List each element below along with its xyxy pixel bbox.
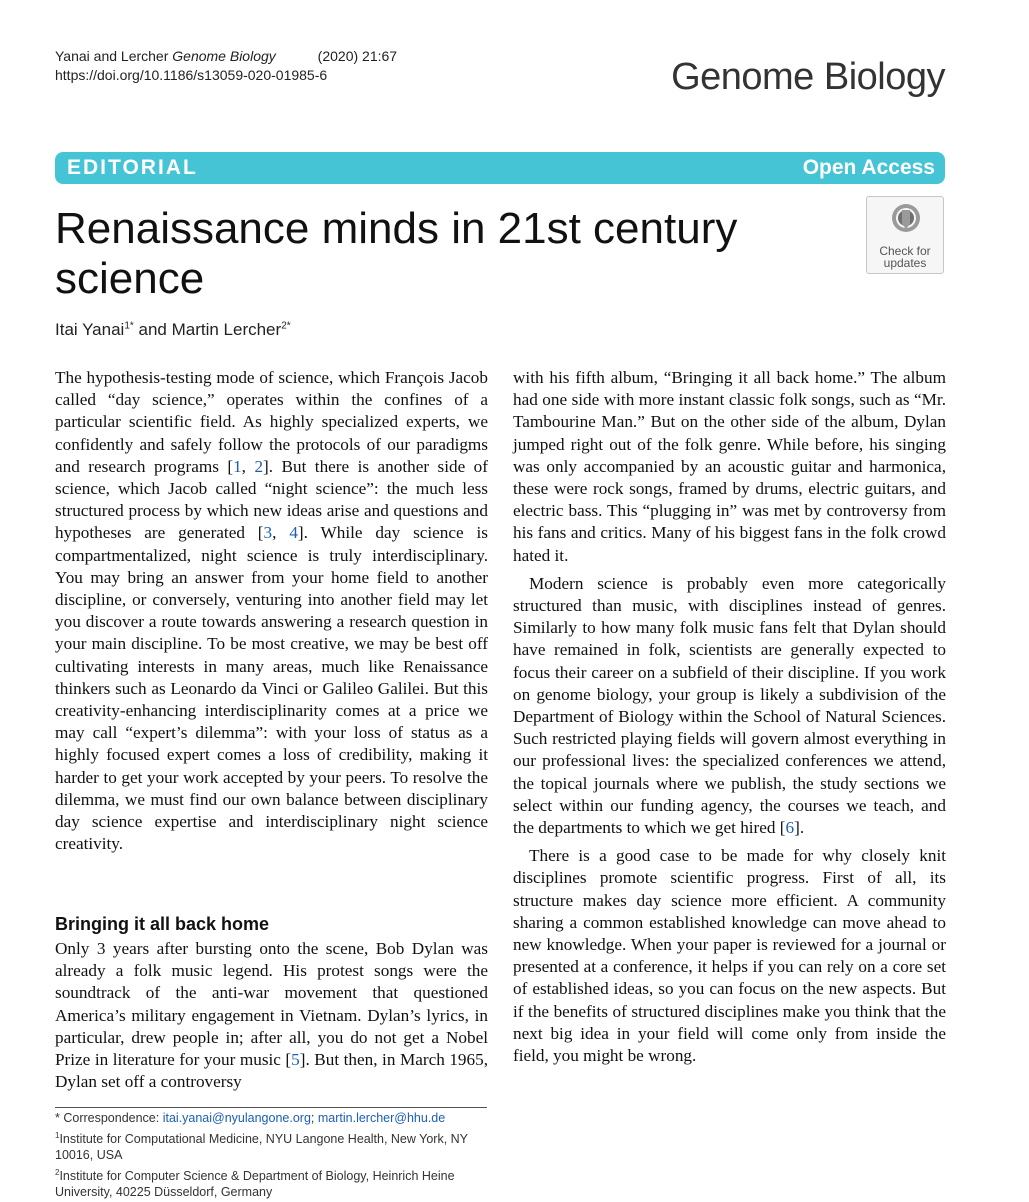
running-header [55,47,397,85]
author-name[interactable]: Itai Yanai [55,320,125,339]
badge-line-2: updates [883,256,927,270]
check-for-updates-badge[interactable] [866,196,944,274]
affiliation-2: $^2$Institute for Computer Science & Department of Biology, Heinrich Heine University, 40225 Düsseldorf, Germany [55,1168,455,1200]
author-joiner: and [133,320,172,339]
open-access-label: Open Access [802,156,935,179]
body-paragraph: The hypothesis-testing mode of science, which François Jacob called “day science,” operates within the confines of a particular scientific field. As highly specialized experts, we confidently and safely follow the protocols of our paradigms and research programs [1, 2]. But there is another side of science, which Jacob called “night science”: the much less structured process by which new ideas arise and questions and hypotheses are generated [3, 4]. While day science is compartmentalized, night science is truly interdisciplinary. You may bring an answer from your home field to another discipline, or conversely, venturing into another field may let you discover a route towards answering a research question in your main discipline. To be most creative, we may be best off cultivating interests in many areas, much like Renaissance thinkers such as Leonardo da Vinci or Galileo Galilei. But this creativity-enhancing interdisciplinarity comes at a price we may call “expert’s dilemma”: with your loss of status as a highly focused expert comes a loss of credibility, making it harder to get your work accepted by your peers. To resolve the dilemma, we must find our own balance between disciplinary day science expertise and interdisciplinary night science creativity. [55,368,488,854]
body-column-left [55,367,488,855]
citation-authors: Yanai and Lercher [55,48,169,64]
body-column-left-continued [55,938,488,1093]
correspondence-note: * Correspondence: itai.yanai@nyulangone.org; martin.lercher@hhu.de [55,1111,446,1125]
citation-journal: Genome Biology [172,48,276,64]
section-bar [55,152,945,184]
citation-link[interactable]: 5 [291,1050,300,1070]
email-link[interactable]: itai.yanai@nyulangone.org [162,1111,311,1125]
email-link[interactable]: martin.lercher@hhu.de [317,1111,446,1125]
citation-link[interactable]: 3 [263,523,273,543]
body-paragraph: with his fifth album, “Bringing it all back home.” The album had one side with more instant classic folk songs, such as “Mr. Tambourine Man.” But on the other side of the album, Dylan jumped right out of the folk genre. While before, his singing was only accompanied by an acoustic guitar and harmonica, these were rock songs, framed by drums, electric guitars, and electric bass. This “plugging in” was met by controversy from his fans and critics. Many of his biggest fans in the folk crowd hated it. [513,368,946,565]
body-paragraph: There is a good case to be made for why closely knit disciplines promote scientific progress. First of all, its structure makes day science more efficient. A community sharing a common established knowledge can move ahead to new knowledge. When your paper is reviewed for a journal or presented at a conference, it helps if you can rely on a core set of established ideas, so you can focus on the new aspects. But if the benefits of structured disciplines make you think that the next big idea in your field will come only from inside the field, you might be wrong. [513,846,946,1066]
footnotes [55,1110,495,1202]
journal-brand-logo: Genome Biology [671,56,945,98]
author-list [55,320,291,340]
crossmark-icon [891,203,921,233]
citation-line [55,47,397,66]
citation-link[interactable]: 2 [254,456,264,476]
author-affiliation-mark: 2* [281,320,291,332]
citation-link[interactable]: 4 [289,523,298,543]
citation-year-volume: (2020) 21:67 [317,48,398,64]
doi-link[interactable]: https://doi.org/10.1186/s13059-020-01985-6 [55,67,328,83]
article-title: Renaissance minds in 21st century science [55,204,738,303]
affiliation-1: $^1$Institute for Computational Medicine, NYU Langone Health, New York, NY 10016, USA [55,1131,468,1163]
footnote-divider [55,1107,487,1108]
section-heading: Bringing it all back home [55,914,270,934]
body-paragraph: Only 3 years after bursting onto the scene, Bob Dylan was already a folk music legend. His protest songs were the soundtrack of the anti-war movement that questioned America’s military engagement in Vietnam. Dylan’s lyrics, in particular, drew people in; after all, you do not get a Nobel Prize in literature for your music [5]. But then, in March 1965, Dylan set off a controversy [55,939,488,1092]
author-affiliation-mark: 1* [124,320,134,332]
badge-line-1: Check for [879,244,931,258]
body-column-right [513,367,946,1067]
citation-link[interactable]: 1 [233,456,242,476]
citation-link[interactable]: 6 [785,818,795,838]
body-paragraph: Modern science is probably even more categorically structured than music, with disciplines instead of genres. Similarly to how many folk music fans felt that Dylan should have remained in folk, scientists are generally expected to focus their career on a subfield of their discipline. If you work on genome biology, your group is likely a subdivision of the Department of Biology within the School of Natural Sciences. Such restricted playing fields will govern almost everything in our professional lives: the specialized conferences we attend, the topical journals where we publish, the study sections we select within our funding agency, the courses we teach, and the departments to which we get hired [6]. [513,573,946,838]
article-type-label: EDITORIAL [67,156,198,179]
author-name[interactable]: Martin Lercher [171,320,282,339]
